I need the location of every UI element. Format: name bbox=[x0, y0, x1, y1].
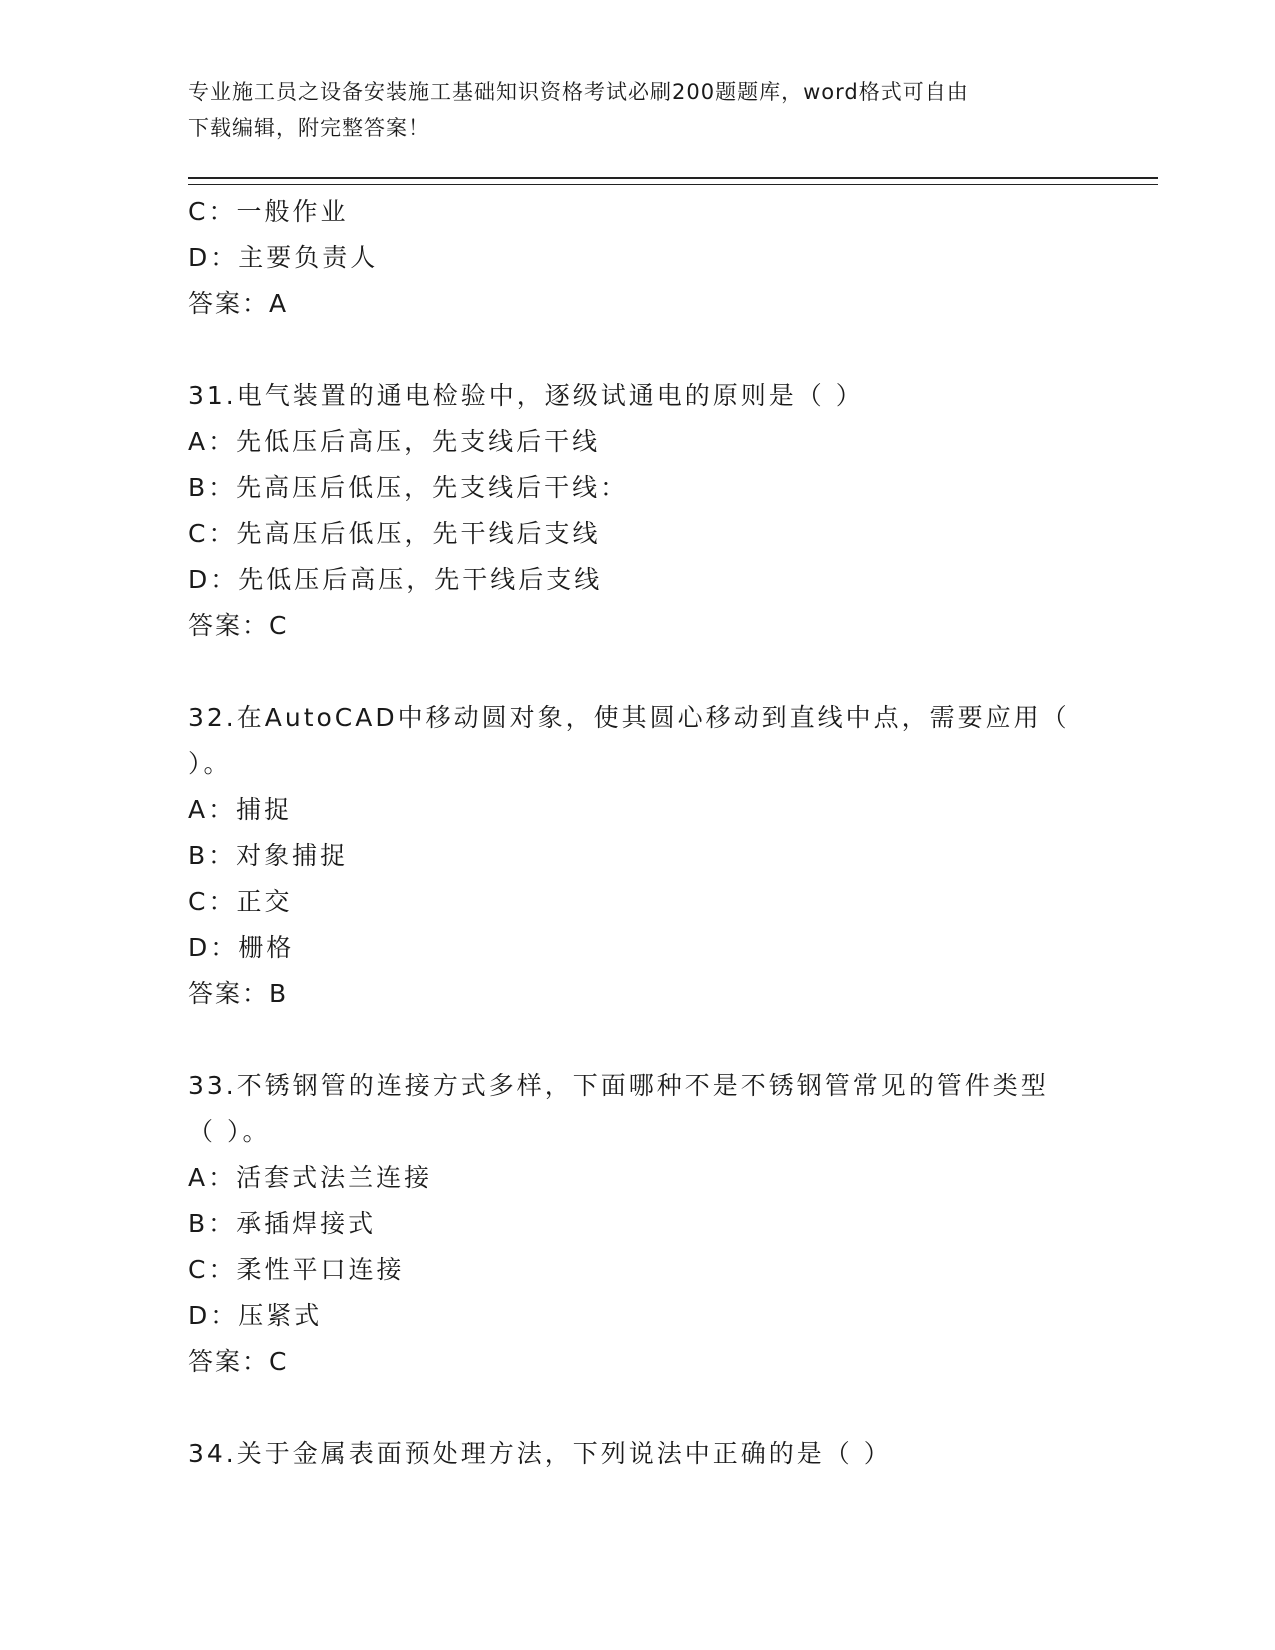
header-line-2: 下载编辑，附完整答案！ bbox=[188, 116, 430, 140]
option-a: A：活套式法兰连接 bbox=[188, 1163, 433, 1192]
option-c: C：先高压后低压，先干线后支线 bbox=[188, 519, 601, 548]
spacer bbox=[188, 1385, 1088, 1431]
option-b: B：先高压后低压，先支线后干线： bbox=[188, 473, 629, 502]
spacer bbox=[188, 327, 1088, 373]
document-header bbox=[188, 74, 1068, 146]
header-divider bbox=[188, 177, 1158, 185]
question-34 bbox=[188, 1431, 1088, 1477]
option-c: C：正交 bbox=[188, 887, 293, 916]
option-d: D：主要负责人 bbox=[188, 243, 379, 272]
option-a: A：捕捉 bbox=[188, 795, 293, 824]
question-32 bbox=[188, 695, 1088, 1017]
option-c: C：柔性平口连接 bbox=[188, 1255, 405, 1284]
question-stem: 32.在AutoCAD中移动圆对象，使其圆心移动到直线中点，需要应用（ bbox=[188, 703, 1070, 732]
spacer bbox=[188, 649, 1088, 695]
answer-line: 答案：C bbox=[188, 611, 289, 640]
question-33 bbox=[188, 1063, 1088, 1385]
question-stem-continued: ）。 bbox=[188, 749, 232, 778]
question-list bbox=[188, 189, 1088, 1477]
option-d: D：先低压后高压，先干线后支线 bbox=[188, 565, 603, 594]
answer-line: 答案：A bbox=[188, 289, 289, 318]
question-stem-continued: （ ）。 bbox=[188, 1117, 271, 1146]
header-line-1: 专业施工员之设备安装施工基础知识资格考试必刷200题题库，word格式可自由 bbox=[188, 80, 969, 104]
answer-line: 答案：C bbox=[188, 1347, 289, 1376]
question-stem: 34.关于金属表面预处理方法，下列说法中正确的是（ ） bbox=[188, 1439, 892, 1468]
previous-question-tail bbox=[188, 189, 1088, 327]
question-stem: 33.不锈钢管的连接方式多样，下面哪种不是不锈钢管常见的管件类型 bbox=[188, 1071, 1049, 1100]
option-c: C：一般作业 bbox=[188, 197, 349, 226]
answer-line: 答案：B bbox=[188, 979, 289, 1008]
option-d: D：栅格 bbox=[188, 933, 295, 962]
spacer bbox=[188, 1017, 1088, 1063]
option-a: A：先低压后高压，先支线后干线 bbox=[188, 427, 601, 456]
question-stem: 31.电气装置的通电检验中，逐级试通电的原则是（ ） bbox=[188, 381, 864, 410]
question-31 bbox=[188, 373, 1088, 649]
option-d: D：压紧式 bbox=[188, 1301, 323, 1330]
option-b: B：对象捕捉 bbox=[188, 841, 349, 870]
option-b: B：承插焊接式 bbox=[188, 1209, 377, 1238]
